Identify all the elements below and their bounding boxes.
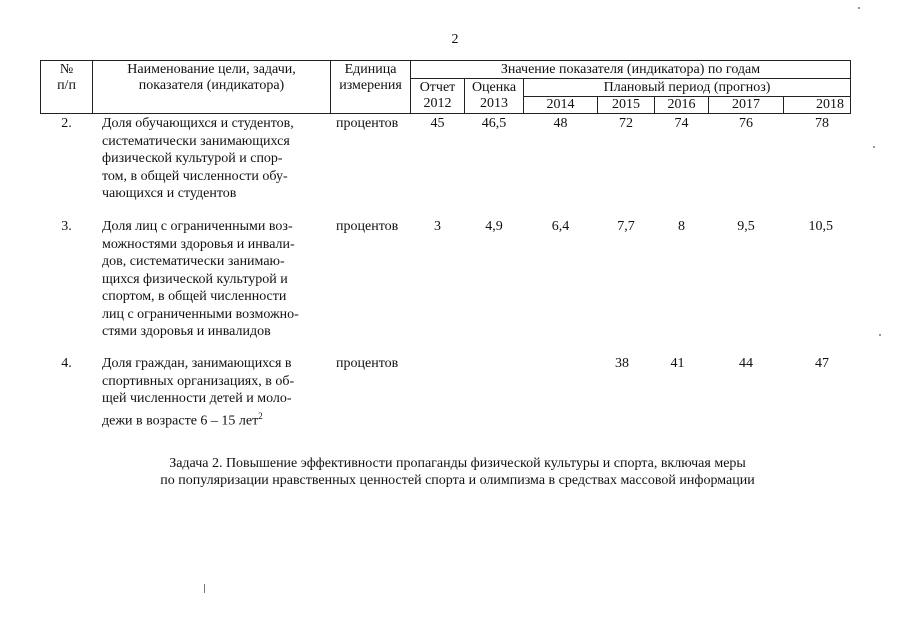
unit: процентов [336,116,399,131]
indicator-name: Доля граждан, занимающихся в спортивных организациях, в об- щей численности детей и моло- дежи в возрасте 6 – 15 лет$^2$ [102,356,295,429]
header-year-2017: 2017 [732,97,760,112]
scan-speck [879,334,881,336]
value-2015: 72 [619,116,633,131]
header-vline [850,60,851,114]
header-values-divider [410,78,851,79]
header-unit-col: Единица измерения [339,62,402,93]
value-2016: 41 [670,356,685,371]
row-number: 2. [61,116,72,131]
value-2014: 48 [553,116,568,131]
value-2013: 46,5 [481,116,507,131]
value-2018: 10,5 [808,219,833,234]
header-plan-group: Плановый период (прогноз) [603,80,771,95]
value-2012: 45 [430,116,445,131]
indicator-name: Доля лиц с ограниченными воз- можностями здоровья и инвали- дов, систематически занимаю- щихся физической культурой и спортом, в общей численности лиц с ограниченными возможно- стями здоровья и инвалидов [102,219,299,339]
value-2016: 74 [674,116,689,131]
header-bottom-border [40,113,851,114]
value-2012: 3 [434,219,441,234]
scan-speck [858,7,860,9]
value-2017: 44 [739,356,753,371]
header-year-2014: 2014 [546,97,575,112]
value-2013: 4,9 [485,219,503,234]
scan-speck [204,584,205,593]
header-year-2016: 2016 [667,97,696,112]
value-2016: 8 [678,219,685,234]
scan-speck [873,146,875,148]
value-2017: 9,5 [737,219,755,234]
header-number-col: № п/п [57,62,76,93]
footnote-marker: 2 [258,410,263,421]
value-2018: 47 [815,356,829,371]
indicator-name: Доля обучающихся и студентов, систематически занимающихся физической культурой и спор- том, в общей численности обу- чающихся и студентов [102,116,294,201]
header-top-border [40,60,851,61]
unit: процентов [336,219,399,234]
page-number: 2 [451,32,459,47]
value-2018: 78 [815,116,829,131]
value-2015: 7,7 [617,219,635,234]
header-values-group: Значение показателя (индикатора) по годам [500,62,761,77]
header-year-2018: 2018 [816,97,844,112]
task-heading: Задача 2. Повышение эффективности пропаганды физической культуры и спорта, включая меры по популяризации нравственных ценностей спорта и олимпизма в средствах массовой информации [160,456,755,488]
header-name-col: Наименование цели, задачи, показателя (индикатора) [127,62,296,93]
header-year-2015: 2015 [612,97,640,112]
header-estimate-2013: Оценка 2013 [471,80,517,111]
value-2017: 76 [739,116,753,131]
row-number: 4. [61,356,72,371]
header-report-2012: Отчет 2012 [419,80,456,111]
row-number: 3. [61,219,72,234]
unit: процентов [336,356,399,371]
value-2015: 38 [615,356,629,371]
value-2014: 6,4 [551,219,570,234]
